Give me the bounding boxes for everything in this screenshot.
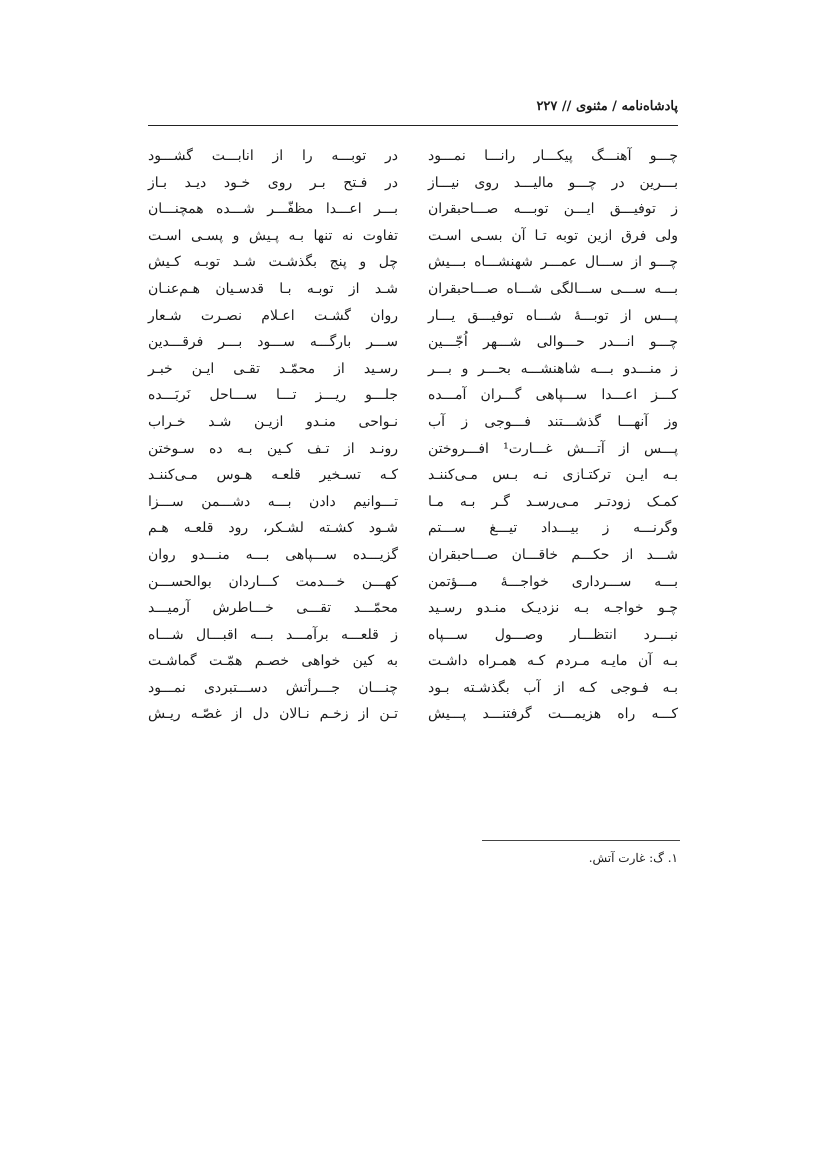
header-separator: // — [561, 99, 572, 114]
header-title: پادشاه‌نامه / مثنوی — [575, 99, 678, 114]
verse-line: روان گشـت اعـلام نصـرت شـعار — [148, 307, 398, 324]
verse-line: رونـد از تـف کـین بـه ده سـوختن — [148, 440, 398, 457]
verse-line: تـــوانیم دادن بـــه دشـــمن ســـزا — [148, 493, 398, 510]
verse-line: ز قلعـــه برآمـــد بـــه اقبـــال شـــاه — [148, 626, 398, 643]
page-number: ۲۲۷ — [536, 99, 558, 114]
verse-line: چـو خواجـه بـه نزدیـک منـدو رسـید — [428, 600, 678, 617]
verse-line: وگرنـــه ز بیـــداد تیـــغ ســـتم — [428, 520, 678, 537]
footnote-divider — [482, 840, 680, 841]
footnote: ۱. گ: غارت آتش. — [588, 851, 678, 865]
verse-line: بـه آن مایـه مـردم کـه همـراه داشـت — [428, 653, 678, 670]
verse-line: جلـــو ریـــز تـــا ســـاحل نَربَـــده — [148, 387, 398, 404]
verse-line: کـــه راه هزیمـــت گرفتنـــد پـــیش — [428, 706, 678, 723]
verse-line: تفاوت نه تنها بـه پـیش و پسـی اسـت — [148, 227, 398, 244]
verse-line: شـــد از حکـــم خاقـــان صـــاحبقران — [428, 546, 678, 563]
verse-line: به کین خواهی خصـم همّـت گماشـت — [148, 653, 398, 670]
verse-line: وز آنهـــا گذشـــتند فـــوجی ز آب — [428, 413, 678, 430]
verse-line: کهـــن خـــدمت کـــاردان بوالحســـن — [148, 573, 398, 590]
verse-line: تـن از زخـم نـالان دل از غصّـه ریـش — [148, 706, 398, 723]
left-verse-column — [148, 143, 398, 728]
verse-line: شـود کشـته لشـکر، رود قلعـه هـم — [148, 520, 398, 537]
verse-line: بـه فـوجی کـه از آب بگذشـته بـود — [428, 679, 678, 696]
verse-line: ســـر بارگـــه ســـود بـــر فرقـــدین — [148, 334, 398, 351]
verse-line: در توبـــه را از انابـــت گشـــود — [148, 148, 398, 164]
verse-line: پـــس از آتـــش غـــارت¹ افـــروختن — [428, 440, 678, 457]
verse-line: شـد از توبـه بـا قدسـیان هـم‌عنـان — [148, 280, 398, 297]
verse-line: ز منـــدو بـــه شاهنشـــه بحـــر و بـــر — [428, 360, 678, 377]
verse-line: محمّـــد تقـــی خـــاطرش آرمیـــد — [148, 600, 398, 617]
verse-line: چـــو از ســـال عمـــر شهنشـــاه بـــیش — [428, 254, 678, 271]
verse-line: نبـــرد انتظـــار وصـــول ســـپاه — [428, 626, 678, 643]
verse-line: بـــه ســـی ســـالگی شـــاه صـــاحبقران — [428, 280, 678, 297]
verse-line: بـــه ســـرداری خواجـــهٔ مـــؤتمن — [428, 573, 678, 590]
verse-line: رسـید از محمّـد تقـی ایـن خبـر — [148, 360, 398, 377]
verse-line: کـه تسـخیر قلعـه هـوس مـی‌کننـد — [148, 467, 398, 484]
verse-line: چـــو انـــدر حـــوالی شـــهر اُجّـــین — [428, 334, 678, 351]
verse-line: گزیـــده ســـپاهی بـــه منـــدو روان — [148, 546, 398, 563]
verse-line: کـــز اعـــدا ســـپاهی گـــران آمـــده — [428, 387, 678, 404]
verse-line: پـــس از توبـــهٔ شـــاه توفیـــق یـــار — [428, 307, 678, 324]
verse-line: در فـتح بـر روی خـود دیـد بـاز — [148, 174, 398, 191]
verse-line: نـواحی منـدو ازیـن شـد خـراب — [148, 413, 398, 430]
running-header — [148, 99, 678, 126]
right-verse-column — [428, 143, 678, 728]
verse-line: بـــر اعـــدا مظفّـــر شـــده همچنـــان — [148, 201, 398, 218]
verse-line: بـه ایـن ترکتـازی نـه بـس مـی‌کننـد — [428, 467, 678, 484]
verse-line: کمـک زودتـر مـی‌رسـد گـر بـه مـا — [428, 493, 678, 510]
verse-line: ز توفیـــق ایـــن توبـــه صـــاحبقران — [428, 201, 678, 218]
verse-line: چـــو آهنـــگ پیکـــار رانـــا نمـــود — [428, 148, 678, 164]
verse-line: بـــرین در چـــو مالیـــد روی نیـــاز — [428, 174, 678, 191]
verse-line: چل و پنج بگذشـت شـد توبـه کـیش — [148, 254, 398, 271]
verse-line: چنـــان جـــرأتش دســـتبردی نمـــود — [148, 679, 398, 696]
verse-line: ولی فرق ازین توبه تـا آن بسـی اسـت — [428, 227, 678, 244]
